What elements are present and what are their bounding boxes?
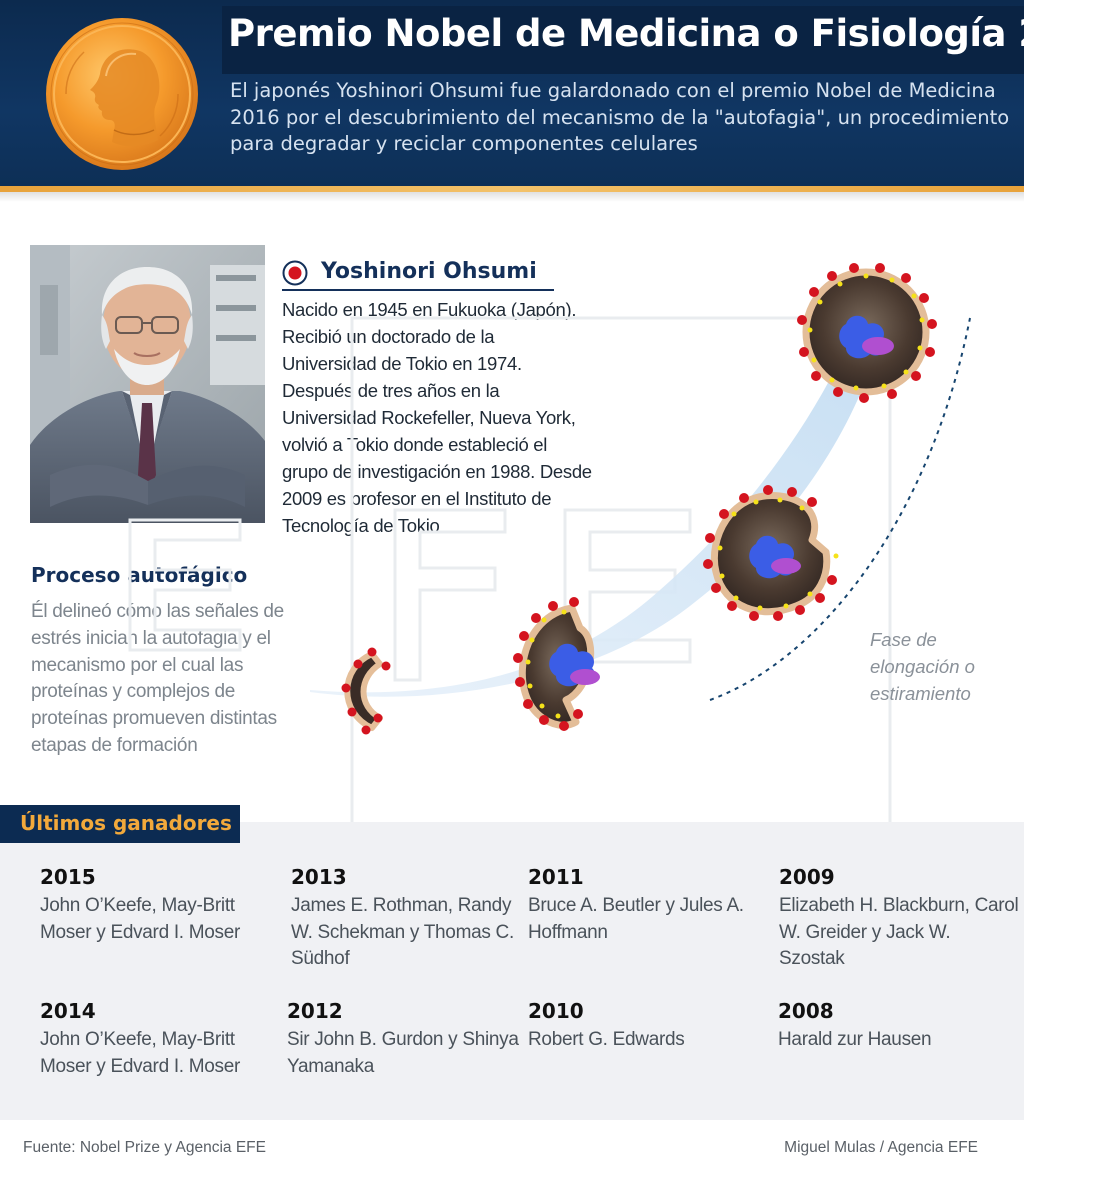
winner-names: James E. Rothman, Randy W. Schekman y Thomas C. Südhof: [291, 895, 514, 970]
header-shadow: [0, 192, 1024, 202]
winner-entry: [287, 998, 527, 1080]
winner-names: Robert G. Edwards: [528, 1029, 685, 1050]
winner-entry: [778, 998, 1018, 1054]
source-credit: Fuente: Nobel Prize y Agencia EFE: [23, 1139, 266, 1156]
winner-entry: [291, 864, 531, 973]
winner-entry: [528, 864, 768, 946]
winner-year: 2009: [779, 865, 835, 889]
winner-year: 2011: [528, 865, 584, 889]
phagophore-stage-3: [703, 485, 839, 621]
page-title: Premio Nobel de Medicina o Fisiología 2016: [228, 12, 1119, 55]
winner-entry: [40, 998, 280, 1080]
winner-entry: [779, 864, 1019, 973]
laureate-bio: Nacido en 1945 en Fukuoka (Japón). Recibió un doctorado de la Universidad de Tokio en 1974. Después de tres años en la Universidad Rockefeller, Nueva York, volvió a Tokio donde estableció el grupo de investigación en 1988. Desde 2009 es profesor en el Instituto de Tecnología de Tokio: [282, 299, 592, 536]
phase-label: Fase de elongación o estiramiento: [870, 629, 975, 704]
winner-names: John O’Keefe, May-Britt Moser y Edvard I. Moser: [40, 1029, 241, 1077]
winners-title: Últimos ganadores: [20, 811, 232, 835]
winner-names: Elizabeth H. Blackburn, Carol W. Greider y Jack W. Szostak: [779, 895, 1019, 970]
winner-entry: [40, 864, 280, 946]
winner-year: 2010: [528, 999, 584, 1023]
winner-year: 2014: [40, 999, 96, 1023]
process-description: Él delineó cómo las señales de estrés inician la autofagia y el mecanismo por el cual las proteínas y complejos de proteínas promueven distintas etapas de formación: [31, 601, 284, 756]
winner-names: Sir John B. Gurdon y Shinya Yamanaka: [287, 1029, 519, 1077]
autophagy-diagram: [0, 230, 1024, 820]
process-title: Proceso autofágico: [31, 563, 248, 587]
winner-names: John O’Keefe, May-Britt Moser y Edvard I. Moser: [40, 895, 241, 943]
winner-year: 2012: [287, 999, 343, 1023]
winner-year: 2013: [291, 865, 347, 889]
phagophore-stage-1: [342, 648, 391, 735]
author-credit: Miguel Mulas / Agencia EFE: [784, 1139, 978, 1156]
winner-year: 2015: [40, 865, 96, 889]
laureate-name: Yoshinori Ohsumi: [321, 259, 537, 284]
winner-year: 2008: [778, 999, 834, 1023]
phagophore-stage-2: [513, 597, 600, 731]
page-subtitle: El japonés Yoshinori Ohsumi fue galardonado con el premio Nobel de Medicina 2016 por el descubrimiento del mecanismo de la "autofagia", un procedimiento para degradar y reciclar componentes celulares: [230, 79, 1010, 155]
winner-names: Harald zur Hausen: [778, 1029, 932, 1050]
autophagosome-stage-4: [797, 263, 937, 403]
nobel-medal-icon: [44, 16, 200, 172]
winner-names: Bruce A. Beutler y Jules A. Hoffmann: [528, 895, 744, 943]
winner-entry: [528, 998, 768, 1054]
